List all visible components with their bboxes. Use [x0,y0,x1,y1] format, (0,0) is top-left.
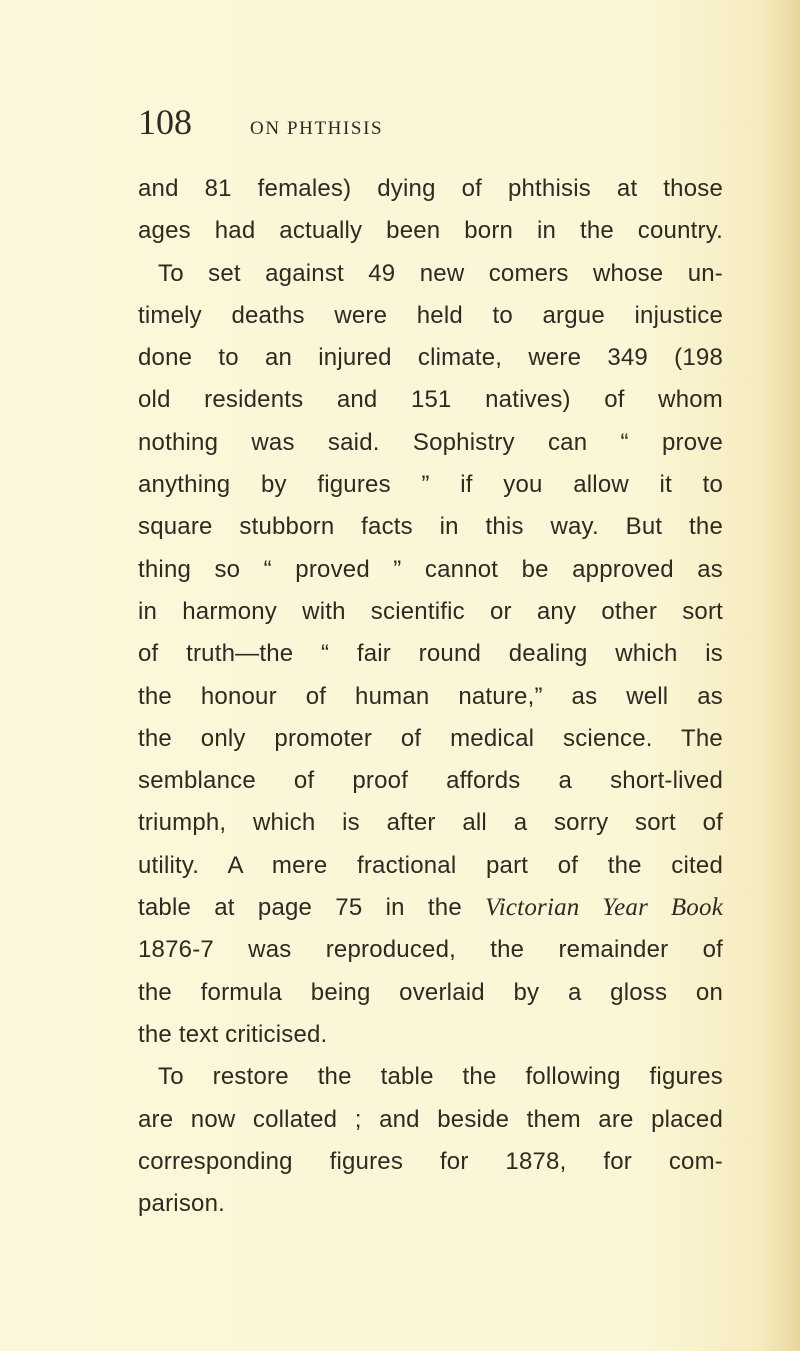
text-line: parison. [138,1190,225,1218]
page-number: 108 [138,102,192,142]
running-head: ON PHTHISIS [250,118,384,139]
text-line: anything by figures ” if you allow it to [138,471,723,499]
text-line: timely deaths were held to argue injustice [138,301,723,329]
text-line: old residents and 151 natives) of whom [138,386,723,414]
text-line: thing so “ proved ” cannot be approved as [138,555,723,583]
text-line: are now collated ; and beside them are placed [138,1105,723,1133]
text-line: corresponding figures for 1878, for com- [138,1147,723,1175]
book-title-italic: Victorian Year Book [485,894,723,922]
text-line: triumph, which is after all a sorry sort of [138,809,723,837]
text-line: ages had actually been born in the country. [138,217,723,245]
text-line: To restore the table the following figures [158,1063,723,1091]
text-line: and 81 females) dying of phthisis at those [138,175,723,202]
text-line: semblance of proof affords a short-lived [138,767,723,795]
text-line: To set against 49 new comers whose un- [158,259,723,287]
text-line: the formula being overlaid by a gloss on [138,978,723,1006]
text-line: the text criticised. [138,1020,328,1048]
body-text [138,168,723,1225]
text-line: in harmony with scientific or any other sort [138,597,723,625]
text-line: of truth—the “ fair round dealing which is [138,640,723,668]
text-line: square stubborn facts in this way. But the [138,513,723,541]
text-segment: table at page 75 in the [138,894,486,922]
text-line: the honour of human nature,” as well as [138,682,723,710]
text-line: utility. A mere fractional part of the cited [138,851,723,879]
text-line-with-italic [138,887,723,929]
text-line: 1876-7 was reproduced, the remainder of [138,936,723,964]
text-line: the only promoter of medical science. The [138,724,723,752]
text-line: done to an injured climate, were 349 (198 [138,344,723,372]
text-line: nothing was said. Sophistry can “ prove [138,428,723,456]
